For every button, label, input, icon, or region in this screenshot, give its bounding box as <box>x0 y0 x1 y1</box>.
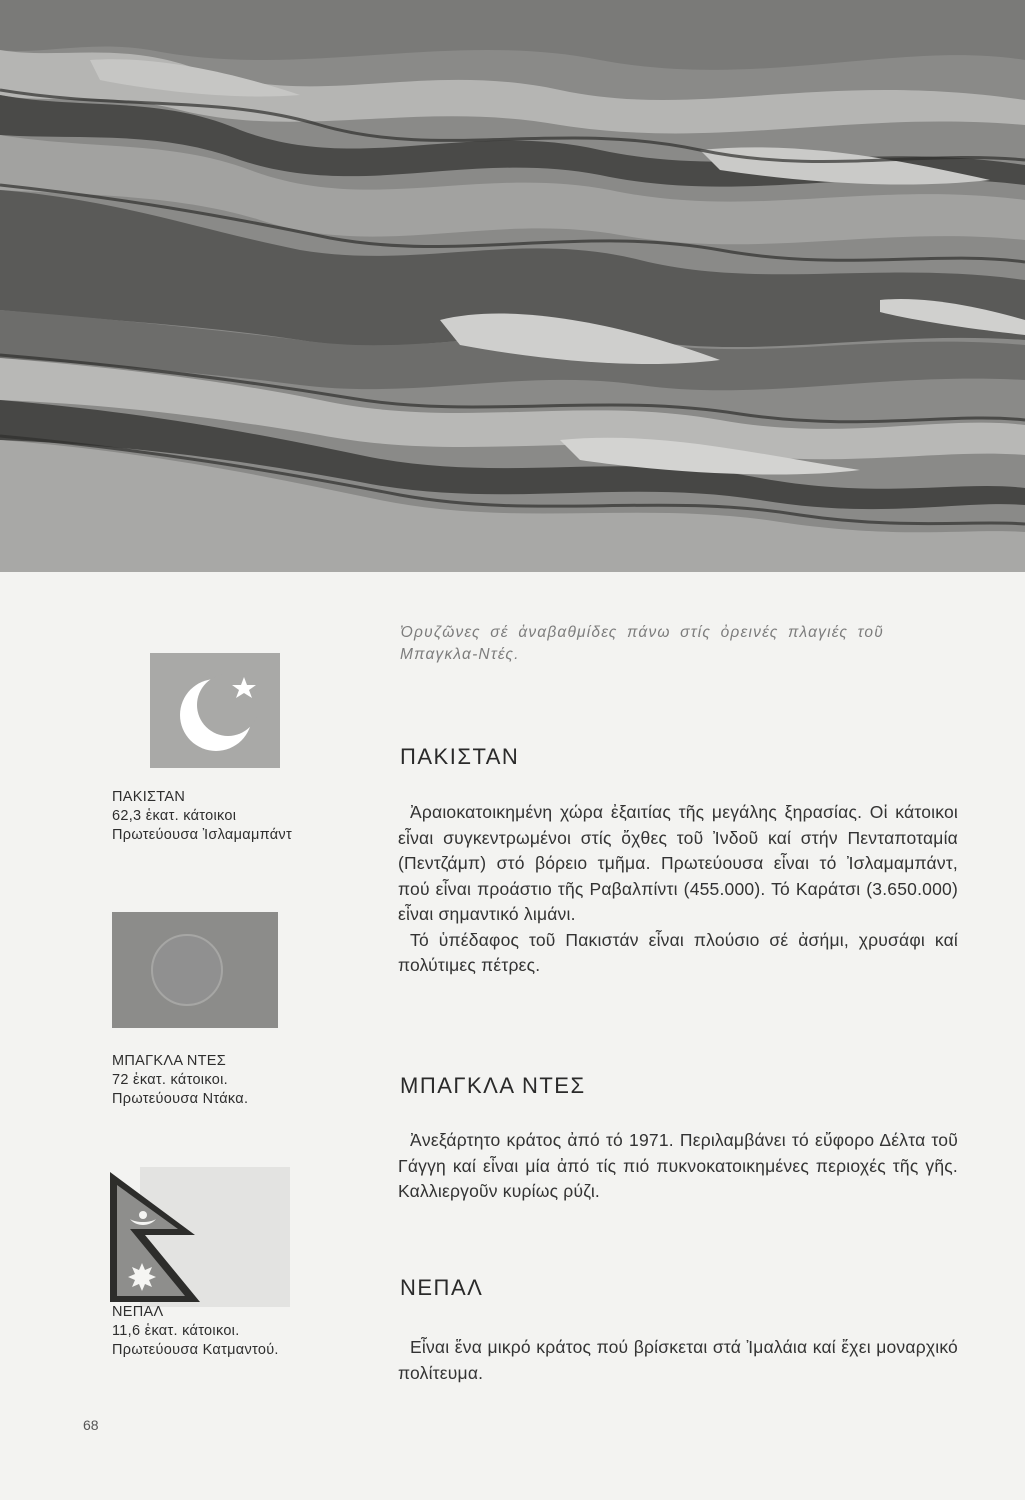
bangladesh-heading: ΜΠΑΓΚΛΑ ΝΤΕΣ <box>400 1073 586 1098</box>
bangladesh-flag <box>112 912 278 1028</box>
bangladesh-text <box>398 1128 958 1205</box>
nepal-flag <box>100 1167 290 1307</box>
nepal-facts-capital: Πρωτεύουσα Κατμαντού. <box>112 1342 279 1358</box>
nepal-text <box>398 1335 958 1386</box>
nepal-facts-population: 11,6 ἑκατ. κάτοικοι. <box>112 1323 240 1339</box>
pakistan-facts-population: 62,3 ἑκατ. κάτοικοι <box>112 808 237 824</box>
pakistan-facts <box>112 788 392 845</box>
photo-caption: Ὀρυζῶνες σέ ἀναβαθμίδες πάνω στίς ὀρεινές πλαγιές τοῦ Μπαγκλα-Ντές. <box>400 624 884 663</box>
pakistan-text <box>398 800 958 979</box>
terraced-rice-fields-photo <box>0 0 1025 572</box>
nepal-facts-name: ΝΕΠΑΛ <box>112 1304 164 1320</box>
nepal-paragraph-1: Εἶναι ἕνα μικρό κράτος πού βρίσκεται στά Ἰμαλάια καί ἔχει μοναρχικό πολίτευμα. <box>398 1337 958 1383</box>
bangladesh-facts-population: 72 ἑκατ. κάτοικοι. <box>112 1072 228 1088</box>
bangladesh-facts-capital: Πρωτεύουσα Ντάκα. <box>112 1091 249 1107</box>
pakistan-facts-capital: Πρωτεύουσα Ἰσλαμαμπάντ <box>112 827 292 843</box>
pakistan-heading: ΠΑΚΙΣΤΑΝ <box>400 744 520 769</box>
pakistan-facts-name: ΠΑΚΙΣΤΑΝ <box>112 789 186 805</box>
page-number: 68 <box>83 1417 99 1433</box>
pakistan-flag <box>150 653 280 768</box>
pakistan-paragraph-1: Ἀραιοκατοικημένη χώρα ἐξαιτίας τῆς μεγάλης ξηρασίας. Οἱ κάτοικοι εἶναι συγκεντρωμένοι στίς ὄχθες τοῦ Ἰνδοῦ καί στήν Πενταποταμία (Πεντζάμπ) στό βόρειο τμῆμα. Πρωτεύουσα εἶναι τό Ἰσλαμαμπάντ, πού εἶναι προάστιο τῆς Ραβαλπίντι (455.000). Τό Καράτσι (3.650.000) εἶναι σημαντικό λιμάνι. <box>398 802 958 924</box>
bangladesh-paragraph-1: Ἀνεξάρτητο κράτος ἀπό τό 1971. Περιλαμβάνει τό εὔφορο Δέλτα τοῦ Γάγγη καί εἶναι μία ἀπό τίς πιό πυκνοκατοικημένες περιοχές τῆς γῆς. Καλλιεργοῦν κυρίως ρύζι. <box>398 1130 958 1201</box>
bangladesh-facts-name: ΜΠΑΓΚΛΑ ΝΤΕΣ <box>112 1053 227 1069</box>
nepal-heading: ΝΕΠΑΛ <box>400 1275 484 1300</box>
pakistan-paragraph-2: Τό ὑπέδαφος τοῦ Πακιστάν εἶναι πλούσιο σέ ἀσήμι, χρυσάφι καί πολύτιμες πέτρες. <box>398 929 958 975</box>
nepal-facts <box>112 1303 392 1360</box>
bangladesh-facts <box>112 1052 392 1109</box>
